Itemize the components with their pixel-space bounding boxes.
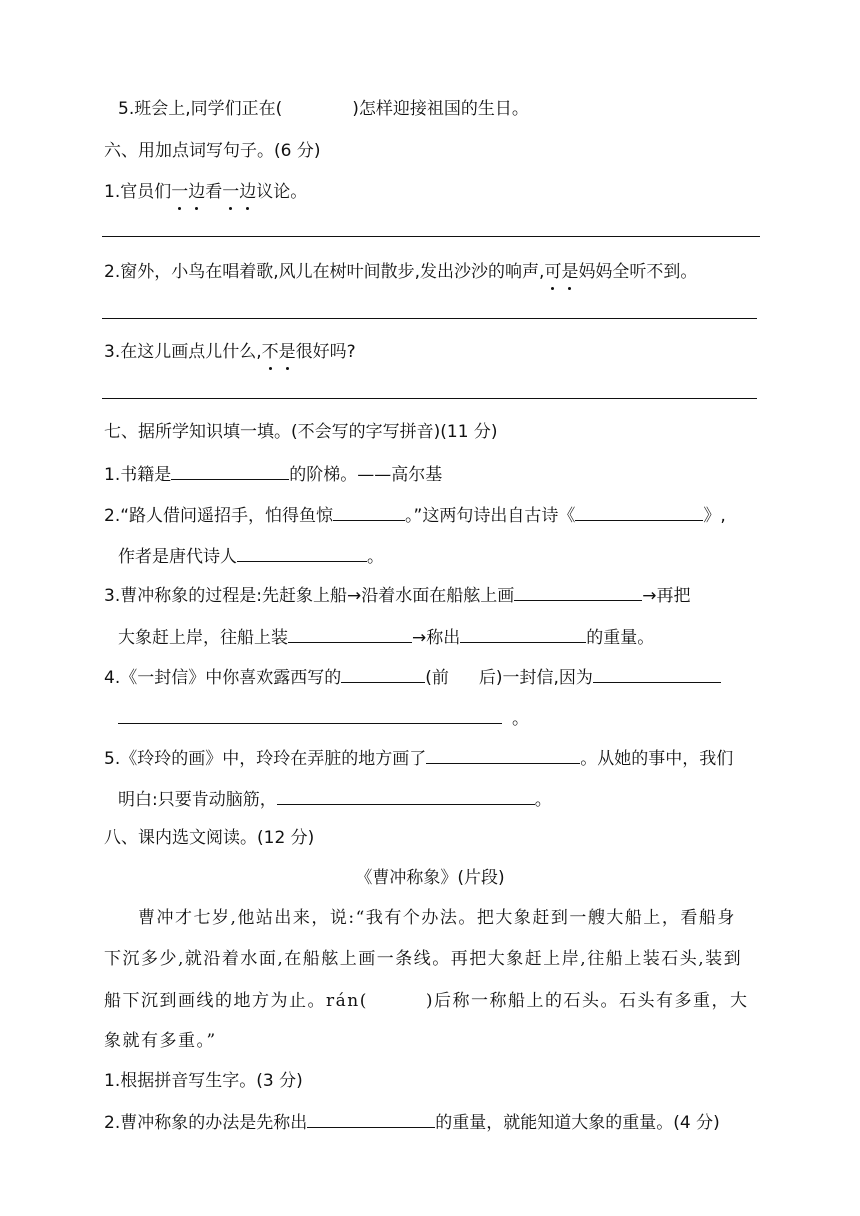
fill-blank[interactable] xyxy=(171,461,289,480)
question-text: (前 xyxy=(425,668,449,688)
answer-line[interactable] xyxy=(102,318,757,319)
passage-line: 下沉多少,就沿着水面,在船舷上画一条线。再把大象赶上岸,往船上装石头,装到 xyxy=(104,949,743,969)
emphasis-char: 一 xyxy=(222,182,240,202)
emphasis-char: 边 xyxy=(239,182,257,202)
question-7-5-line2 xyxy=(118,786,552,812)
fill-blank[interactable] xyxy=(341,664,425,683)
question-text: 大象赶上岸，往船上装 xyxy=(118,628,288,648)
question-text: 3.曹冲称象的过程是:先赶象上船→沿着水面在船舷上画 xyxy=(104,586,515,606)
fill-blank[interactable] xyxy=(460,624,586,643)
section-7-heading: 七、据所学知识填一填。(不会写的字写拼音)(11 分) xyxy=(104,422,498,442)
question-text: 2.“路人借问遥招手，怕得鱼惊 xyxy=(104,506,334,526)
question-text: 明白:只要肯动脑筋， xyxy=(118,790,277,810)
fill-blank[interactable] xyxy=(426,745,580,764)
question-7-4-line2 xyxy=(118,705,529,731)
question-text: 后)一封信,因为 xyxy=(478,668,593,688)
fill-blank[interactable] xyxy=(277,786,535,805)
emphasis-char: 不 xyxy=(261,342,279,362)
fill-blank[interactable] xyxy=(514,582,642,601)
emphasis-char: 可 xyxy=(544,262,562,282)
question-text: 作者是唐代诗人 xyxy=(118,547,237,567)
question-6-1 xyxy=(104,180,307,204)
question-text: 的阶梯。——高尔基 xyxy=(289,465,443,485)
question-8-1: 1.根据拼音写生字。(3 分) xyxy=(104,1071,303,1091)
fill-blank[interactable] xyxy=(575,502,703,521)
fill-blank[interactable] xyxy=(593,664,721,683)
pinyin-blank[interactable] xyxy=(368,988,426,1006)
question-6-2 xyxy=(104,260,697,284)
question-8-2 xyxy=(104,1109,720,1135)
question-text: 妈妈全听不到。 xyxy=(578,262,698,282)
passage-line: 曹冲才七岁,他站出来，说:“我有个办法。把大象赶到一艘大船上，看船身 xyxy=(138,908,736,928)
question-text: →称出 xyxy=(412,628,461,648)
question-text: 1.书籍是 xyxy=(104,465,172,485)
fill-blank[interactable] xyxy=(333,502,405,521)
emphasis-char: 边 xyxy=(188,182,206,202)
passage-line xyxy=(104,988,748,1013)
fill-blank[interactable] xyxy=(118,705,502,724)
question-7-4 xyxy=(104,664,721,690)
question-text: 的重量。 xyxy=(586,628,655,648)
question-text: 。 xyxy=(367,547,384,567)
answer-line[interactable] xyxy=(102,398,757,399)
question-text: 5.班会上,同学们正在( xyxy=(118,99,283,119)
passage-line: 象就有多重。” xyxy=(104,1031,217,1051)
question-7-5 xyxy=(104,745,733,771)
passage-title: 《曹冲称象》(片段) xyxy=(355,868,505,888)
section-6-heading: 六、用加点词写句子。(6 分) xyxy=(104,141,321,161)
fill-blank[interactable] xyxy=(307,1109,435,1128)
passage-text: )后称一称船上的石头。石头有多重，大 xyxy=(425,991,749,1011)
question-text: 。 xyxy=(512,709,529,729)
question-text: 看 xyxy=(205,182,223,202)
question-7-1 xyxy=(104,461,442,487)
question-text: 。从她的事中，我们 xyxy=(580,749,734,769)
question-text: 议论。 xyxy=(256,182,308,202)
question-text: 很好吗? xyxy=(295,342,356,362)
question-7-2 xyxy=(104,502,726,528)
emphasis-char: 是 xyxy=(561,262,579,282)
question-text: 4.《一封信》中你喜欢露西写的 xyxy=(104,668,342,688)
fill-blank[interactable] xyxy=(288,624,412,643)
question-text: 。”这两句诗出自古诗《 xyxy=(405,506,576,526)
question-text: 》, xyxy=(703,506,726,526)
question-text: 5.《玲玲的画》中，玲玲在弄脏的地方画了 xyxy=(104,749,427,769)
section-8-heading: 八、课内选文阅读。(12 分) xyxy=(104,828,315,848)
emphasis-char: 一 xyxy=(171,182,189,202)
answer-line[interactable] xyxy=(102,236,760,237)
question-7-3 xyxy=(104,582,690,608)
question-text: →再把 xyxy=(642,586,691,606)
question-text: 。 xyxy=(534,790,552,810)
question-text: )怎样迎接祖国的生日。 xyxy=(352,99,529,119)
question-text: 2.窗外，小鸟在唱着歌,风儿在树叶间散步,发出沙沙的响声, xyxy=(104,262,545,282)
question-text: 2.曹冲称象的办法是先称出 xyxy=(104,1113,308,1133)
question-7-3-line2 xyxy=(118,624,654,650)
question-text: 的重量，就能知道大象的重量。(4 分) xyxy=(435,1113,720,1133)
question-text: 3.在这儿画点儿什么, xyxy=(104,342,262,362)
question-7-2-line2 xyxy=(118,543,384,569)
question-text: 1.官员们 xyxy=(104,182,172,202)
emphasis-char: 是 xyxy=(278,342,296,362)
question-5-5 xyxy=(118,97,529,121)
passage-text: 船下沉到画线的地方为止。rán( xyxy=(104,991,368,1011)
question-6-3 xyxy=(104,340,356,364)
fill-blank[interactable] xyxy=(237,543,367,562)
